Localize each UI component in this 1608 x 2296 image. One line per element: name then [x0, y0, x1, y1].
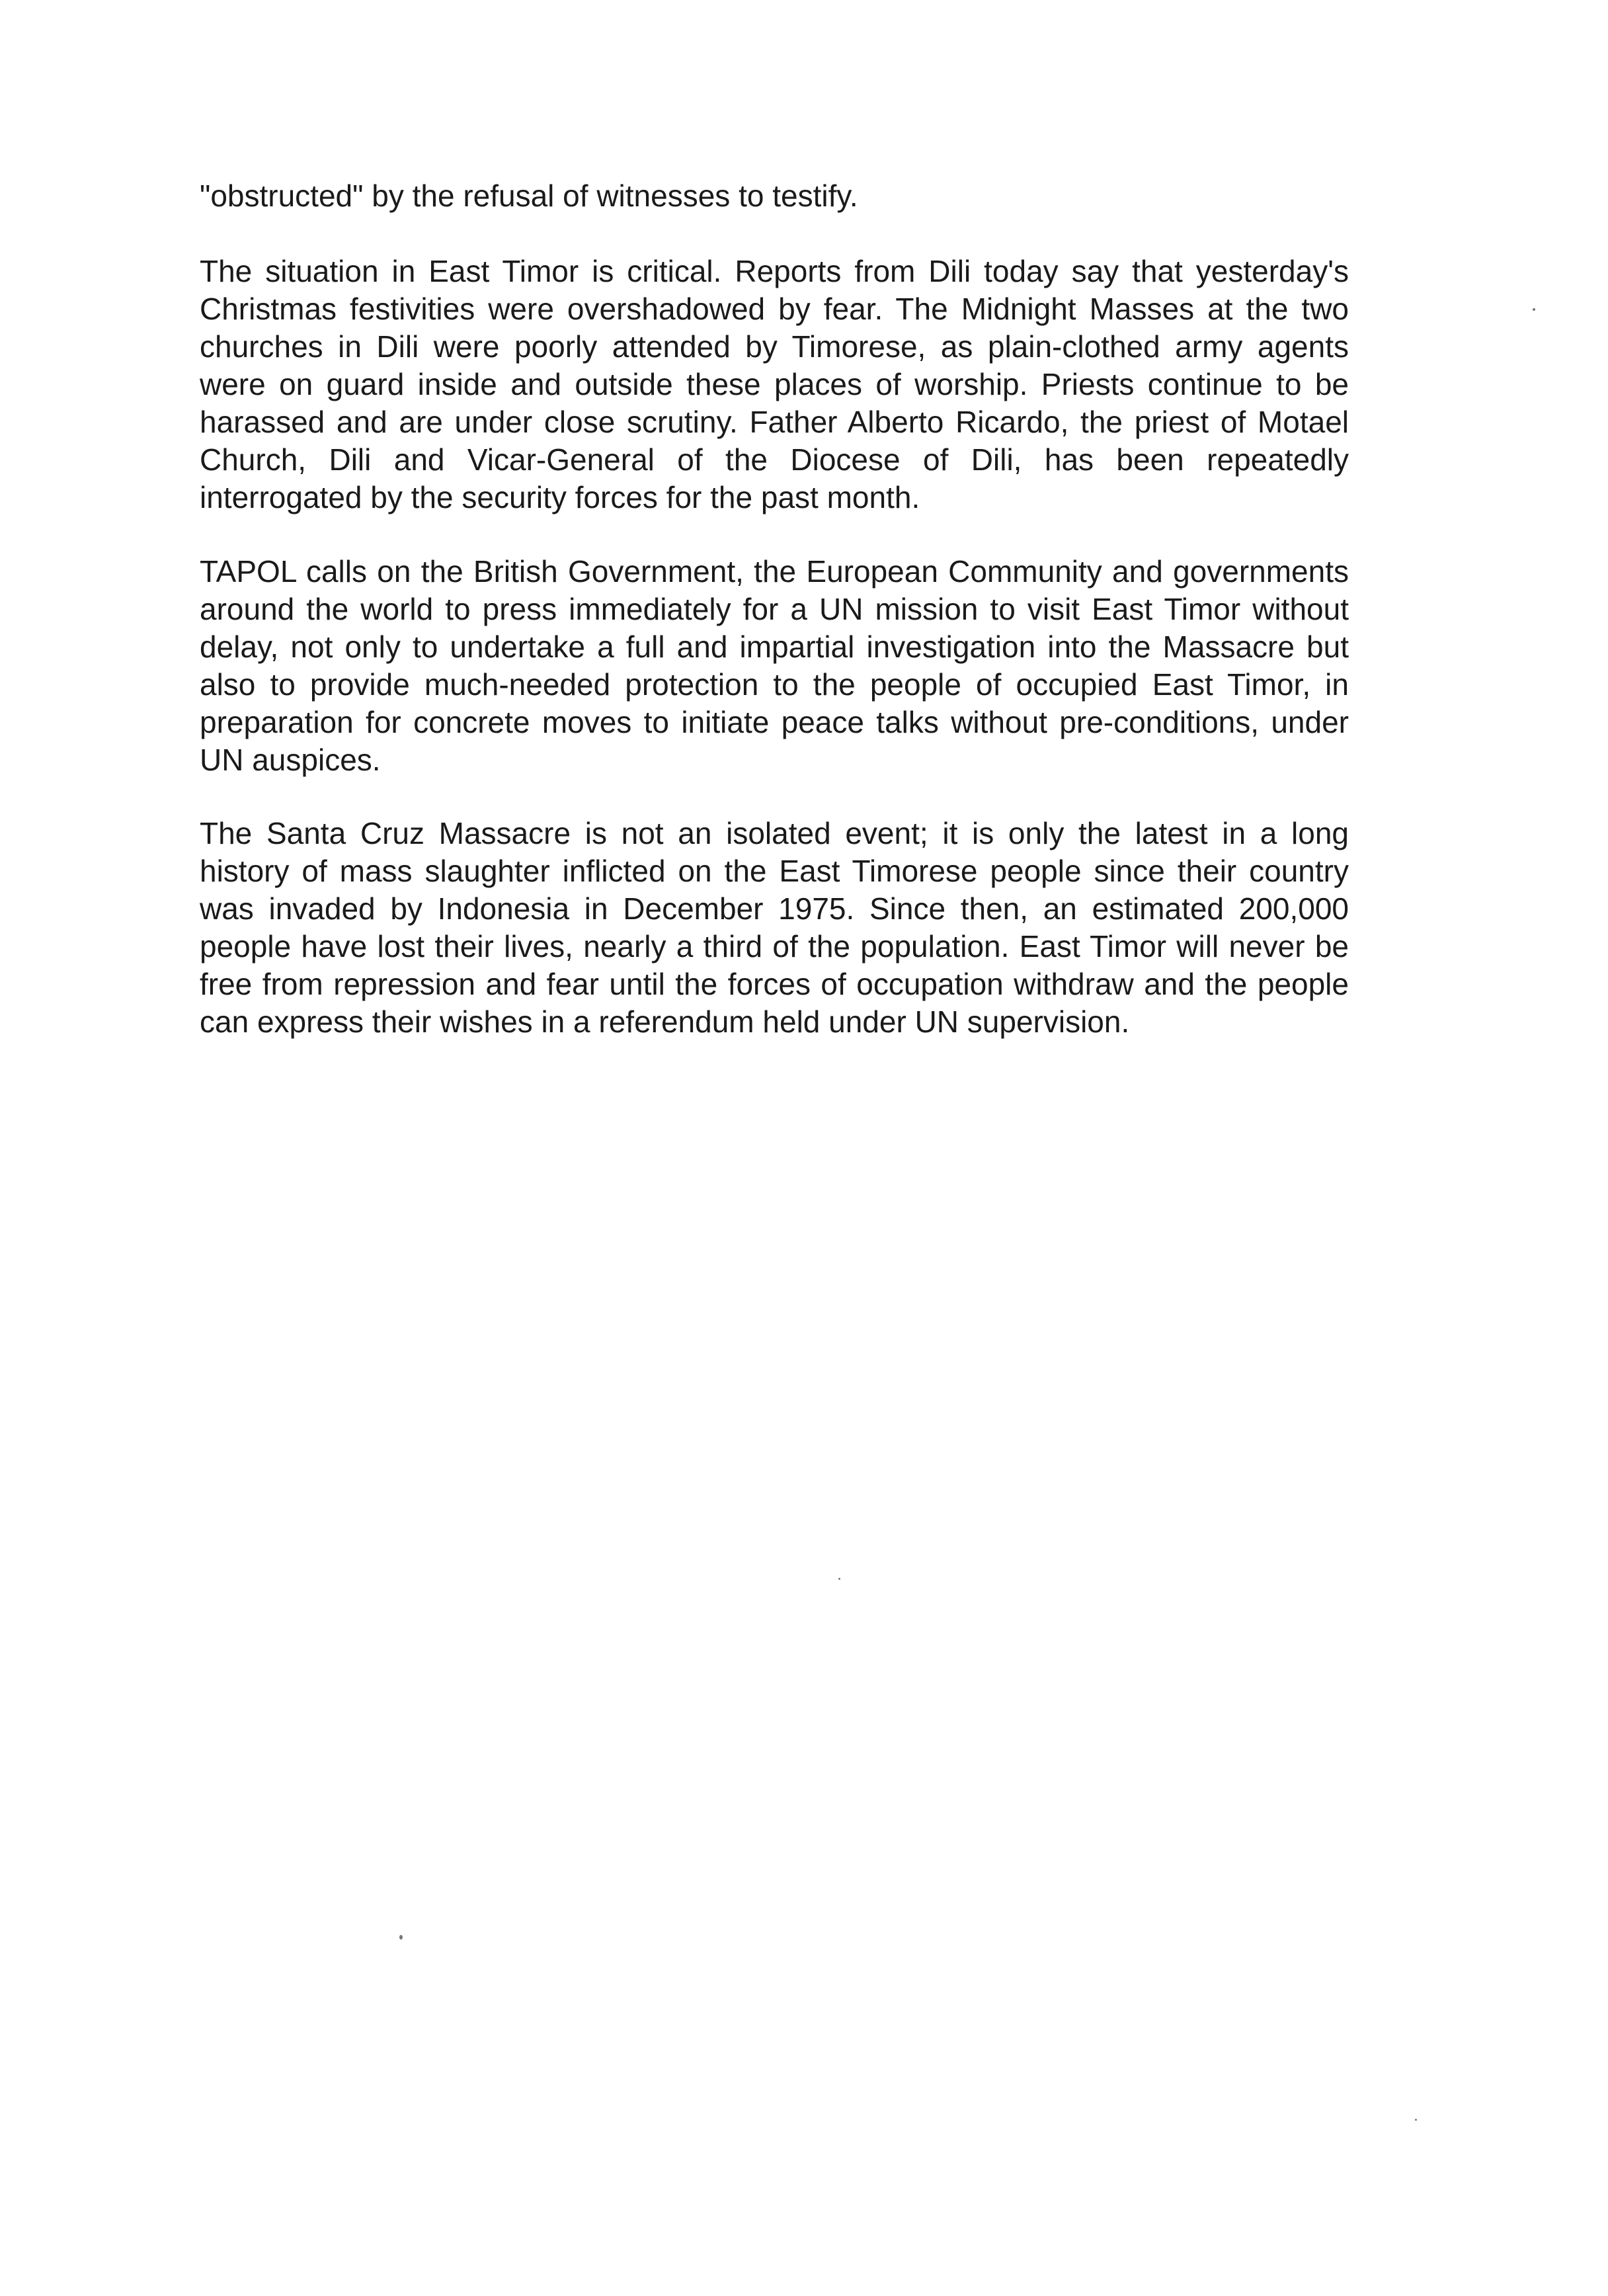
scan-speck — [1533, 308, 1535, 311]
paragraph-santa-cruz: The Santa Cruz Massacre is not an isolated event; it is only the latest in a long history of mass slaughter inflicted on the East Timorese people since their country was invaded by Indonesia in December 1975. Since then, an estimated 200,000 people have lost their lives, nearly a third of the population. East Timor will never be free from repression and fear until the forces of occupation withdraw and the people can express their wishes in a referendum held under UN supervision. — [200, 816, 1349, 1039]
paragraph-tapol-call: TAPOL calls on the British Government, the European Community and governments around the world to press immediately for a UN mission to visit East Timor without delay, not only to undertake a full and impartial investigation into the Massacre but also to provide much-needed protection to the people of occupied East Timor, in preparation for concrete moves to initiate peace talks without pre-conditions, under UN auspices. — [200, 554, 1349, 777]
scan-speck — [838, 1578, 840, 1580]
scan-speck — [1415, 2119, 1417, 2121]
scan-speck — [399, 1935, 403, 1940]
paragraph-situation: The situation in East Timor is critical. Reports from Dili today say that yesterday's Christmas festivities were overshadowed by fear. The Midnight Masses at the two churches in Dili were poorly attended by Timorese, as plain-clothed army agents were on guard inside and outside these places of worship. Priests continue to be harassed and are under close scrutiny. Father Alberto Ricardo, the priest of Motael Church, Dili and Vicar-General of the Diocese of Dili, has been repeatedly interrogated by the security forces for the past month. — [200, 254, 1349, 514]
paragraph-continuation: "obstructed" by the refusal of witnesses to testify. — [200, 179, 858, 213]
